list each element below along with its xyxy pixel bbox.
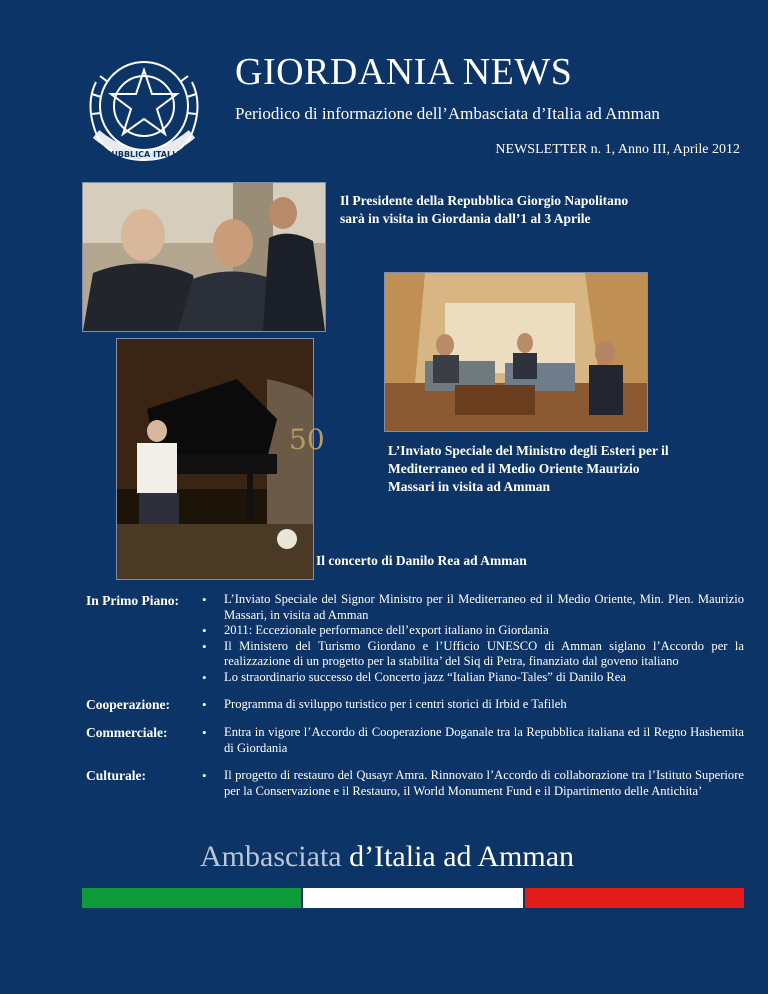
italian-flag-bar xyxy=(82,888,744,908)
caption-concert: Il concerto di Danilo Rea ad Amman xyxy=(316,553,527,568)
flag-red-stripe xyxy=(525,888,744,908)
news-sections xyxy=(86,592,744,811)
newsletter-subtitle: Periodico di informazione dell’Ambasciata d’Italia ad Amman xyxy=(235,104,660,123)
caption-president-visit: Il Presidente della Repubblica Giorgio Napolitano sarà in visita in Giordania dall’1 al 3 Aprile xyxy=(340,193,629,226)
footer-title-rest: d’Italia ad Amman xyxy=(341,840,575,873)
photo-piano-concert xyxy=(116,338,325,580)
caption-envoy-visit: L’Inviato Speciale del Ministro degli Esteri per il Mediterraneo ed il Medio Oriente Maurizio Massari in visita ad Amman xyxy=(388,443,669,494)
section-cooperazione xyxy=(86,697,744,713)
embassy-footer-title xyxy=(200,840,574,874)
list-item: • Lo straordinario successo del Concerto jazz “Italian Piano-Tales” di Danilo Rea xyxy=(198,670,744,686)
list-item: • Programma di sviluppo turistico per i centri storici di Irbid e Tafileh xyxy=(198,697,744,713)
list-item: • 2011: Eccezionale performance dell’export italiano in Giordania xyxy=(198,623,744,639)
list-item: • Entra in vigore l’Accordo di Cooperazione Doganale tra la Repubblica italiana ed il Regno Hashemita di Giordania xyxy=(198,725,744,756)
newsletter-title: GIORDANIA NEWS xyxy=(235,51,573,93)
section-culturale xyxy=(86,768,744,799)
photo-president-visit xyxy=(82,182,326,332)
svg-text:REPUBBLICA ITALIANA: REPUBBLICA ITALIANA xyxy=(93,150,195,159)
list-item: • Il progetto di restauro del Qusayr Amra. Rinnovato l’Accordo di collaborazione tra l’Istituto Superiore per la Conservazione e il Restauro, il World Monument Fund e il Dipartimento delle Antichita’ xyxy=(198,768,744,799)
section-items xyxy=(198,592,744,685)
list-item: • Il Ministero del Turismo Giordano e l’Ufficio UNESCO di Amman siglano l’Accordo per la realizzazione di un progetto per la stabilita’ del Siq di Petra, finanziato dal goveno italiano xyxy=(198,639,744,670)
section-label: Cooperazione: xyxy=(86,697,170,712)
flag-green-stripe xyxy=(82,888,301,908)
svg-text:50: 50 xyxy=(289,423,325,456)
section-items xyxy=(198,768,744,799)
section-primo-piano xyxy=(86,592,744,685)
list-item: • L’Inviato Speciale del Signor Ministro per il Mediterraneo ed il Medio Oriente, Min. Plen. Maurizio Massari, in visita ad Amman xyxy=(198,592,744,623)
section-commerciale xyxy=(86,725,744,756)
section-label: Culturale: xyxy=(86,768,146,783)
italian-republic-emblem xyxy=(78,42,210,174)
footer-title-first: Ambasciata xyxy=(200,840,342,873)
section-items xyxy=(198,725,744,756)
section-label: In Primo Piano: xyxy=(86,593,179,608)
photo-envoy-meeting xyxy=(384,272,648,432)
section-label: Commerciale: xyxy=(86,725,168,740)
section-items xyxy=(198,697,744,713)
issue-info: NEWSLETTER n. 1, Anno III, Aprile 2012 xyxy=(495,142,740,157)
flag-white-stripe xyxy=(303,888,522,908)
